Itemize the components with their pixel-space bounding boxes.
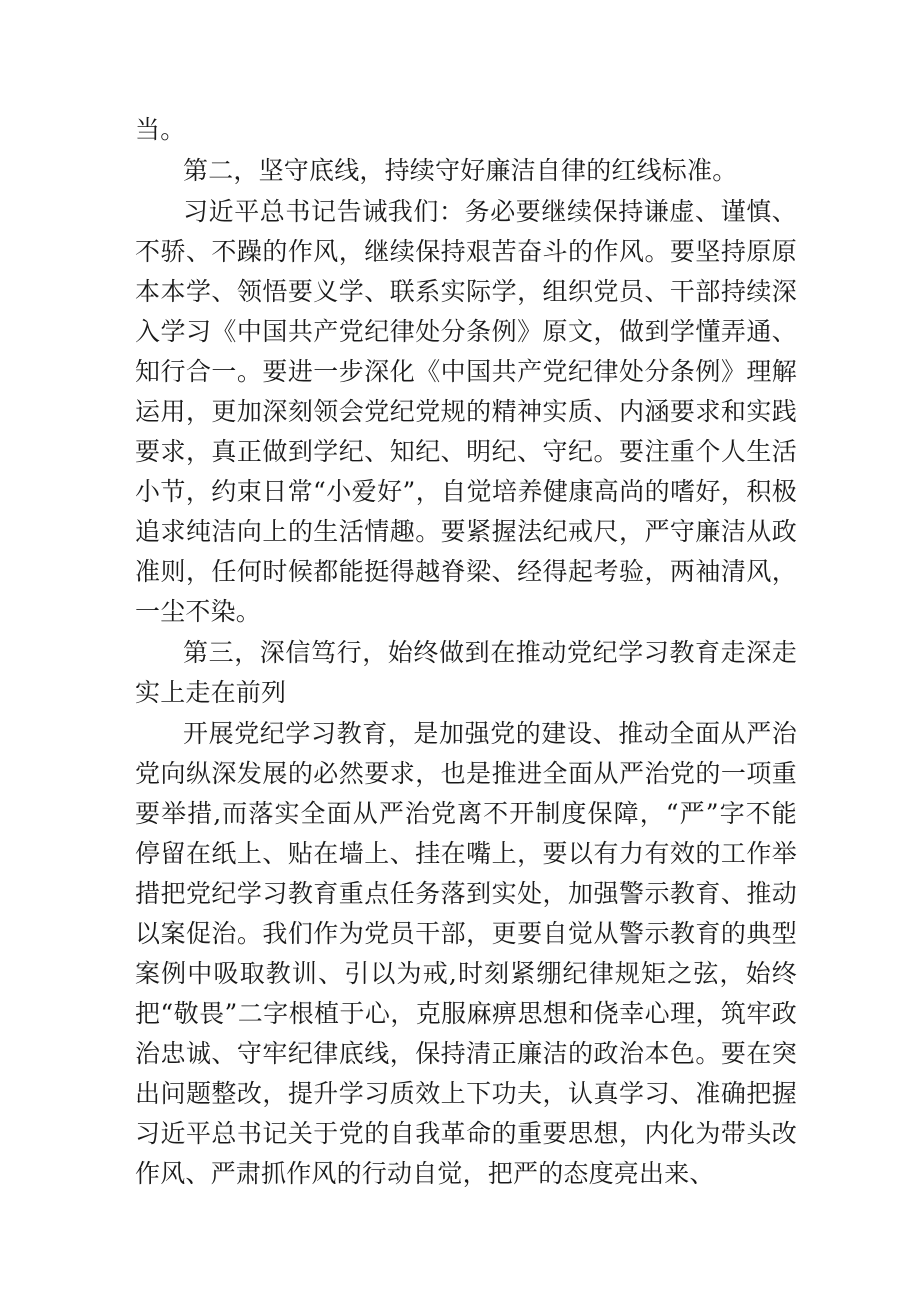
paragraph-third-body: 开展党纪学习教育，是加强党的建设、推动全面从严治党向纵深发展的必然要求，也是推进全面从严治党的一项重要举措,而落实全面从严治党离不开制度保障，“严”字不能停留在纸上、贴在墙上、挂在嘴上，要以有力有效的工作举措把党纪学习教育重点任务落到实处，加强警示教育、推动以案促治。我们作为党员干部，更要自觉从警示教育的典型案例中吸取教训、引以为戒,时刻紧绷纪律规矩之弦，始终把“敬畏”二字根植于心，克服麻痹思想和侥幸心理，筑牢政治忠诚、守牢纪律底线，保持清正廉洁的政治本色。要在突出问题整改，提升学习质效上下功夫，认真学习、准确把握习近平总书记关于党的自我革命的重要思想，内化为带头改作风、严肃抓作风的行动自觉，把严的态度亮出来、: [135, 719, 797, 1188]
document-body: [135, 110, 797, 1195]
paragraph-second-body: 习近平总书记告诫我们：务必要继续保持谦虚、谨慎、不骄、不躁的作风，继续保持艰苦奋斗的作风。要坚持原原本本学、领悟要义学、联系实际学，组织党员、干部持续深入学习《中国共产党纪律处分条例》原文，做到学懂弄通、知行合一。要进一步深化《中国共产党纪律处分条例》理解运用，更加深刻领会党纪党规的精神实质、内涵要求和实践要求，真正做到学纪、知纪、明纪、守纪。要注重个人生活小节，约束日常“小爱好”，自觉培养健康高尚的嗜好，积极追求纯洁向上的生活情趣。要紧握法纪戒尺，严守廉洁从政准则，任何时候都能挺得越脊梁、经得起考验，两袖清风，一尘不染。: [135, 197, 797, 626]
paragraph-continuation: 当。: [135, 115, 186, 144]
section-heading-second: 第二，坚守底线，持续守好廉洁自律的红线标准。: [183, 156, 738, 185]
section-heading-third: 第三，深信笃行，始终做到在推动党纪学习教育走深走实上走在前列: [135, 638, 797, 707]
